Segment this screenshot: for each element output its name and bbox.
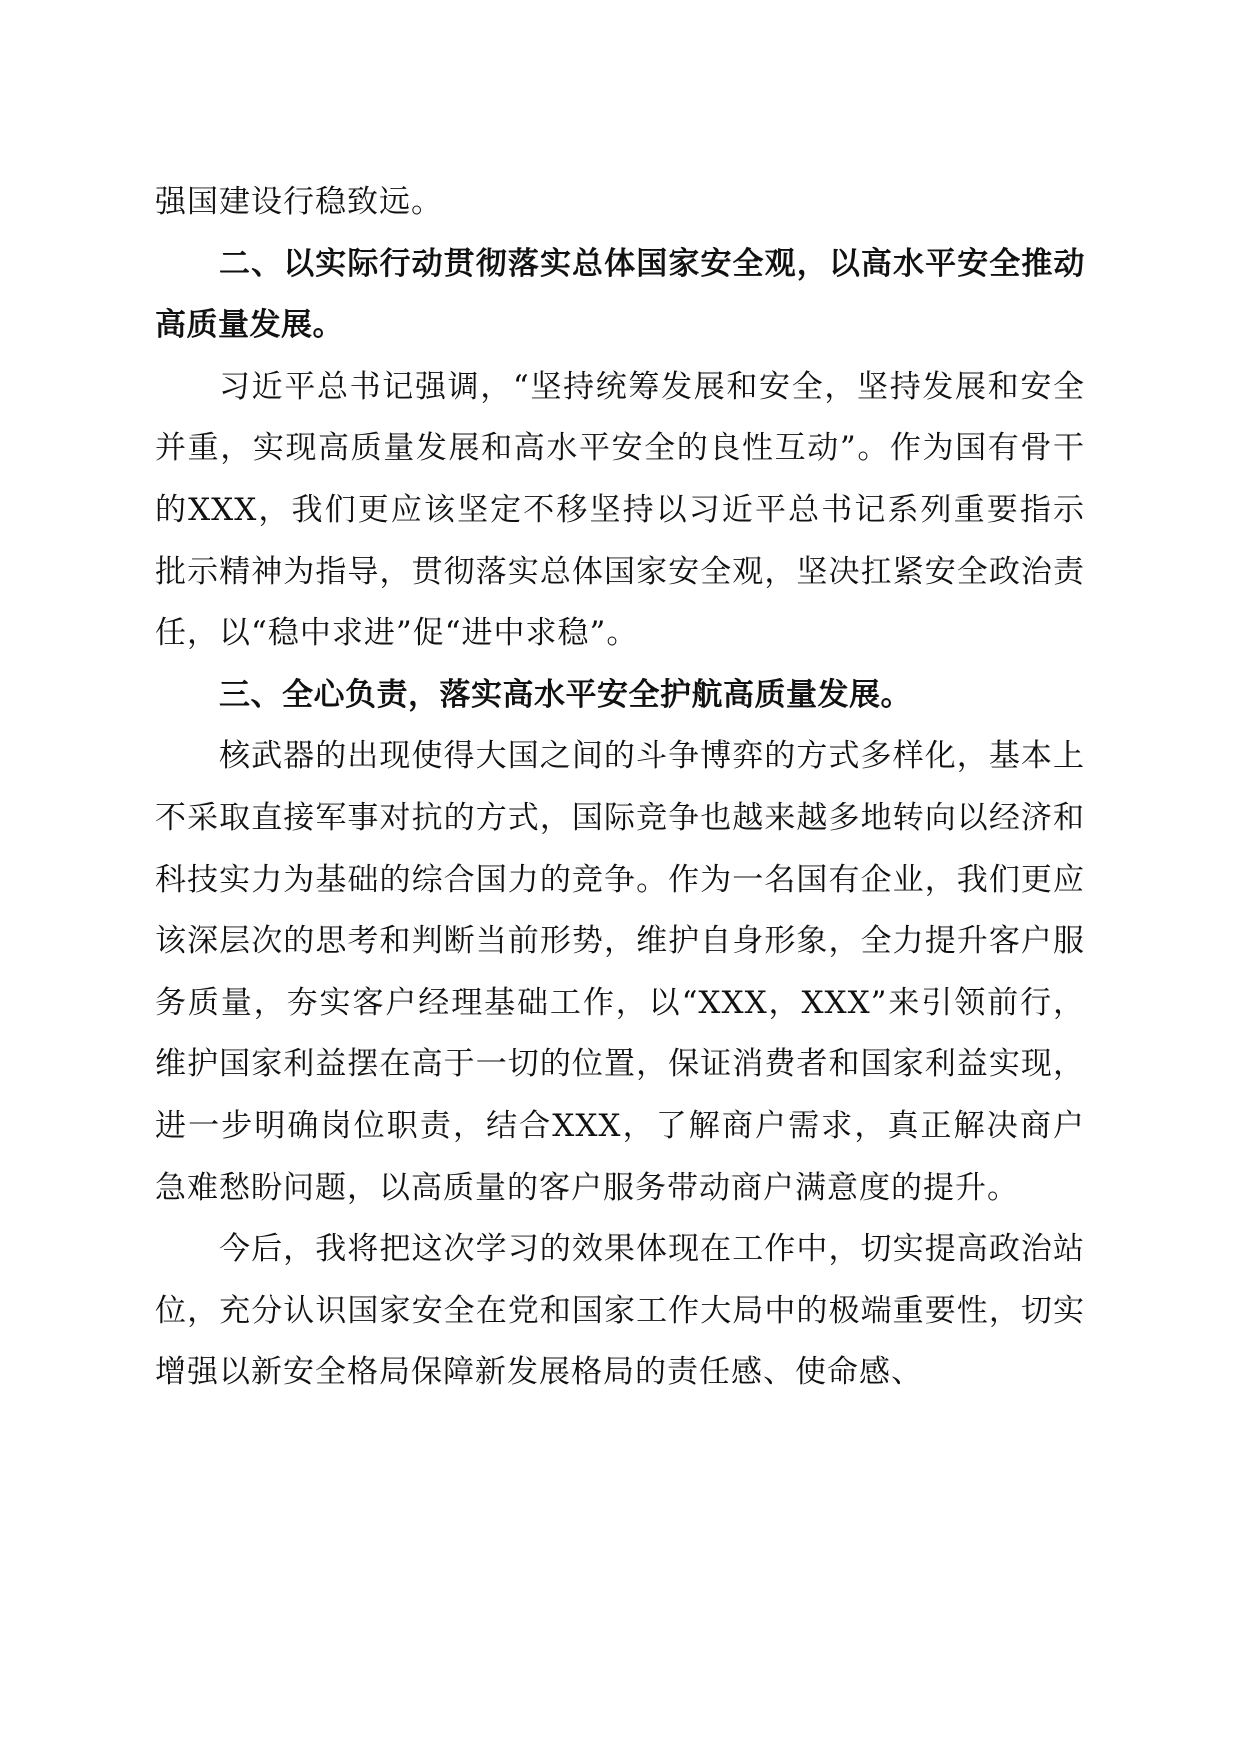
- paragraph-nuclear-weapons: 核武器的出现使得大国之间的斗争博弈的方式多样化，基本上不采取直接军事对抗的方式，国际竞争也越来越多地转向以经济和科技实力为基础的综合国力的竞争。作为一名国有企业，我们更应该深层次的思考和判断当前形势，维护自身形象，全力提升客户服务质量，夯实客户经理基础工作，以“XXX，XXX”来引领前行，维护国家利益摆在高于一切的位置，保证消费者和国家利益实现，进一步明确岗位职责，结合XXX，了解商户需求，真正解决商户急难愁盼问题，以高质量的客户服务带动商户满意度的提升。: [155, 738, 1085, 1206]
- paragraph-xi-quote: 习近平总书记强调，“坚持统筹发展和安全，坚持发展和安全并重，实现高质量发展和高水平安全的良性互动”。作为国有骨干的XXX，我们更应该坚定不移坚持以习近平总书记系列重要指示批示精神为指导，贯彻落实总体国家安全观，坚决扛紧安全政治责任，以“稳中求进”促“进中求稳”。: [155, 368, 1085, 652]
- section-heading-three: 三、全心负责，落实高水平安全护航高质量发展。: [219, 676, 912, 713]
- document-body: [155, 172, 1085, 1404]
- paragraph-future-work: 今后，我将把这次学习的效果体现在工作中，切实提高政治站位，充分认识国家安全在党和国家工作大局中的极端重要性，切实增强以新安全格局保障新发展格局的责任感、使命感、: [155, 1231, 1085, 1391]
- section-heading-two: 二、以实际行动贯彻落实总体国家安全观，以高水平安全推动高质量发展。: [155, 245, 1085, 344]
- paragraph-continuation: 强国建设行稳致远。: [155, 184, 443, 220]
